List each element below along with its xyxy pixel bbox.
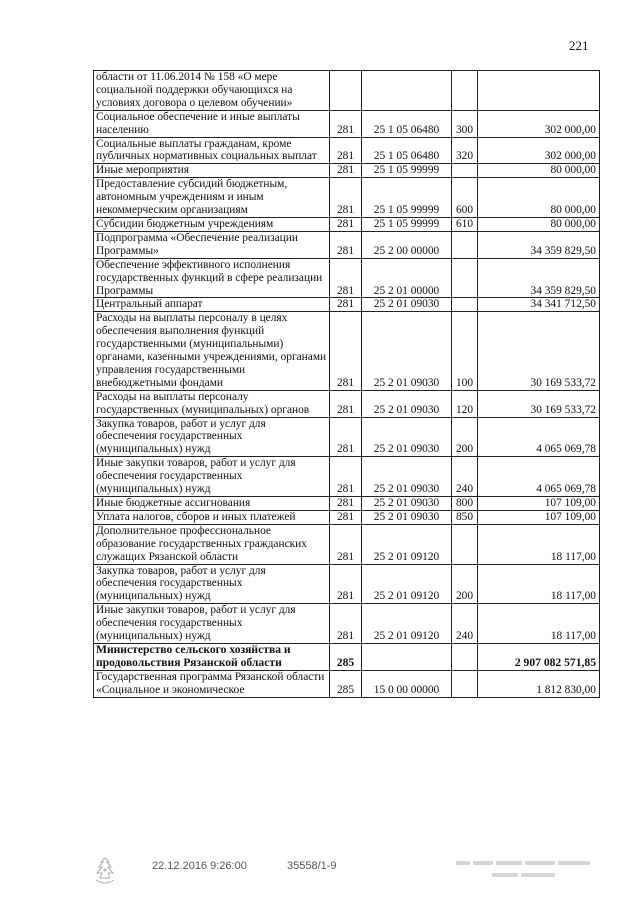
row-amount: 1 812 830,00 (478, 670, 600, 697)
row-target-article-code: 25 2 00 00000 (362, 231, 452, 258)
row-department-code: 281 (330, 312, 362, 390)
row-name-cell: Иные бюджетные ассигнования (94, 497, 330, 511)
row-target-article-code: 25 2 01 00000 (362, 258, 452, 298)
table-row (94, 510, 600, 524)
table-row (94, 178, 600, 218)
row-target-article-code (362, 71, 452, 111)
row-amount: 4 065 069,78 (478, 457, 600, 497)
table-row (94, 564, 600, 604)
row-target-article-code: 25 2 01 09030 (362, 497, 452, 511)
row-target-article-code: 25 1 05 99999 (362, 217, 452, 231)
row-department-code: 281 (330, 524, 362, 564)
row-amount: 34 359 829,50 (478, 258, 600, 298)
row-expense-type-code (452, 643, 478, 670)
table-row (94, 298, 600, 312)
row-name-cell: Расходы на выплаты персоналу в целях обеспечения выполнения функций государственными (муниципальными) органами, казенными учреждениями, органами управления государственными внебюджетными фондами (94, 312, 330, 390)
table-row (94, 217, 600, 231)
row-name-cell: Обеспечение эффективного исполнения государственных функций в сфере реализации Программы (94, 258, 330, 298)
row-name-cell: Социальное обеспечение и иные выплаты населению (94, 110, 330, 137)
table-row (94, 670, 600, 697)
row-department-code: 281 (330, 497, 362, 511)
page-number: 221 (569, 38, 589, 53)
row-target-article-code: 25 1 05 06480 (362, 110, 452, 137)
row-expense-type-code: 240 (452, 604, 478, 644)
row-target-article-code: 25 2 01 09030 (362, 457, 452, 497)
row-amount: 107 109,00 (478, 497, 600, 511)
row-name-cell: Дополнительное профессиональное образование государственных гражданских служащих Рязанской области (94, 524, 330, 564)
row-department-code: 281 (330, 604, 362, 644)
table-row (94, 497, 600, 511)
row-department-code: 281 (330, 178, 362, 218)
footer-date: 22.12.2016 9:26:00 (152, 860, 247, 872)
row-expense-type-code: 200 (452, 417, 478, 457)
row-amount: 80 000,00 (478, 178, 600, 218)
row-department-code: 285 (330, 643, 362, 670)
row-amount: 80 000,00 (478, 164, 600, 178)
table-row (94, 231, 600, 258)
row-expense-type-code: 320 (452, 137, 478, 164)
row-expense-type-code (452, 298, 478, 312)
row-target-article-code: 25 2 01 09030 (362, 298, 452, 312)
row-department-code: 281 (330, 231, 362, 258)
table-row (94, 137, 600, 164)
footer-doc-number: 35558/1-9 (287, 860, 337, 872)
row-department-code: 281 (330, 417, 362, 457)
row-expense-type-code: 200 (452, 564, 478, 604)
row-name-cell: Министерство сельского хозяйства и продовольствия Рязанской области (94, 643, 330, 670)
row-amount: 107 109,00 (478, 510, 600, 524)
row-name-cell: Предоставление субсидий бюджетным, автономным учреждениям и иным некоммерческим организациям (94, 178, 330, 218)
row-name-cell: Иные закупки товаров, работ и услуг для обеспечения государственных (муниципальных) нужд (94, 604, 330, 644)
registry-stamp (452, 858, 594, 888)
row-name-cell: Социальные выплаты гражданам, кроме публичных нормативных социальных выплат (94, 137, 330, 164)
row-expense-type-code (452, 258, 478, 298)
row-expense-type-code: 300 (452, 110, 478, 137)
row-name-cell: Подпрограмма «Обеспечение реализации Программы» (94, 231, 330, 258)
row-amount: 302 000,00 (478, 137, 600, 164)
row-expense-type-code (452, 71, 478, 111)
row-expense-type-code: 240 (452, 457, 478, 497)
row-name-cell: области от 11.06.2014 № 158 «О мере социальной поддержки обучающихся на условиях договора о целевом обучении» (94, 71, 330, 111)
row-department-code: 281 (330, 298, 362, 312)
budget-table (93, 70, 600, 698)
table-row (94, 110, 600, 137)
row-amount: 34 341 712,50 (478, 298, 600, 312)
row-department-code: 281 (330, 510, 362, 524)
row-target-article-code: 25 1 05 99999 (362, 178, 452, 218)
row-department-code: 281 (330, 390, 362, 417)
row-name-cell: Расходы на выплаты персоналу государственных (муниципальных) органов (94, 390, 330, 417)
row-department-code: 281 (330, 137, 362, 164)
table-row (94, 457, 600, 497)
row-expense-type-code: 850 (452, 510, 478, 524)
row-name-cell: Центральный аппарат (94, 298, 330, 312)
row-amount: 30 169 533,72 (478, 312, 600, 390)
row-name-cell: Уплата налогов, сборов и иных платежей (94, 510, 330, 524)
row-expense-type-code (452, 164, 478, 178)
row-department-code (330, 71, 362, 111)
row-department-code: 281 (330, 564, 362, 604)
row-target-article-code: 25 2 01 09030 (362, 510, 452, 524)
row-name-cell: Иные закупки товаров, работ и услуг для обеспечения государственных (муниципальных) нужд (94, 457, 330, 497)
row-name-cell: Государственная программа Рязанской области «Социальное и экономическое (94, 670, 330, 697)
table-row (94, 524, 600, 564)
row-expense-type-code (452, 524, 478, 564)
row-amount: 302 000,00 (478, 110, 600, 137)
coat-of-arms-icon (92, 856, 118, 891)
row-target-article-code: 25 2 01 09030 (362, 312, 452, 390)
table-row (94, 258, 600, 298)
table-row (94, 604, 600, 644)
row-target-article-code: 25 2 01 09030 (362, 390, 452, 417)
table-row (94, 643, 600, 670)
table-row (94, 312, 600, 390)
table-row (94, 417, 600, 457)
row-expense-type-code: 610 (452, 217, 478, 231)
row-target-article-code: 25 1 05 99999 (362, 164, 452, 178)
row-expense-type-code: 600 (452, 178, 478, 218)
row-name-cell: Иные мероприятия (94, 164, 330, 178)
row-amount: 4 065 069,78 (478, 417, 600, 457)
row-name-cell: Закупка товаров, работ и услуг для обеспечения государственных (муниципальных) нужд (94, 417, 330, 457)
row-amount: 34 359 829,50 (478, 231, 600, 258)
page-footer (0, 858, 640, 888)
row-target-article-code: 25 2 01 09120 (362, 524, 452, 564)
row-department-code: 285 (330, 670, 362, 697)
row-department-code: 281 (330, 457, 362, 497)
row-target-article-code (362, 643, 452, 670)
row-target-article-code: 15 0 00 00000 (362, 670, 452, 697)
row-amount: 80 000,00 (478, 217, 600, 231)
table-row (94, 71, 600, 111)
row-target-article-code: 25 2 01 09030 (362, 417, 452, 457)
row-amount: 2 907 082 571,85 (478, 643, 600, 670)
row-expense-type-code: 100 (452, 312, 478, 390)
row-amount: 18 117,00 (478, 604, 600, 644)
row-expense-type-code (452, 231, 478, 258)
row-amount: 30 169 533,72 (478, 390, 600, 417)
table-row (94, 164, 600, 178)
row-department-code: 281 (330, 217, 362, 231)
row-target-article-code: 25 2 01 09120 (362, 564, 452, 604)
row-name-cell: Закупка товаров, работ и услуг для обеспечения государственных (муниципальных) нужд (94, 564, 330, 604)
row-amount (478, 71, 600, 111)
table-row (94, 390, 600, 417)
row-target-article-code: 25 1 05 06480 (362, 137, 452, 164)
row-department-code: 281 (330, 258, 362, 298)
row-expense-type-code: 120 (452, 390, 478, 417)
row-amount: 18 117,00 (478, 524, 600, 564)
row-department-code: 281 (330, 110, 362, 137)
row-target-article-code: 25 2 01 09120 (362, 604, 452, 644)
row-department-code: 281 (330, 164, 362, 178)
row-name-cell: Субсидии бюджетным учреждениям (94, 217, 330, 231)
row-expense-type-code: 800 (452, 497, 478, 511)
row-amount: 18 117,00 (478, 564, 600, 604)
row-expense-type-code (452, 670, 478, 697)
budget-table-body (94, 71, 600, 698)
